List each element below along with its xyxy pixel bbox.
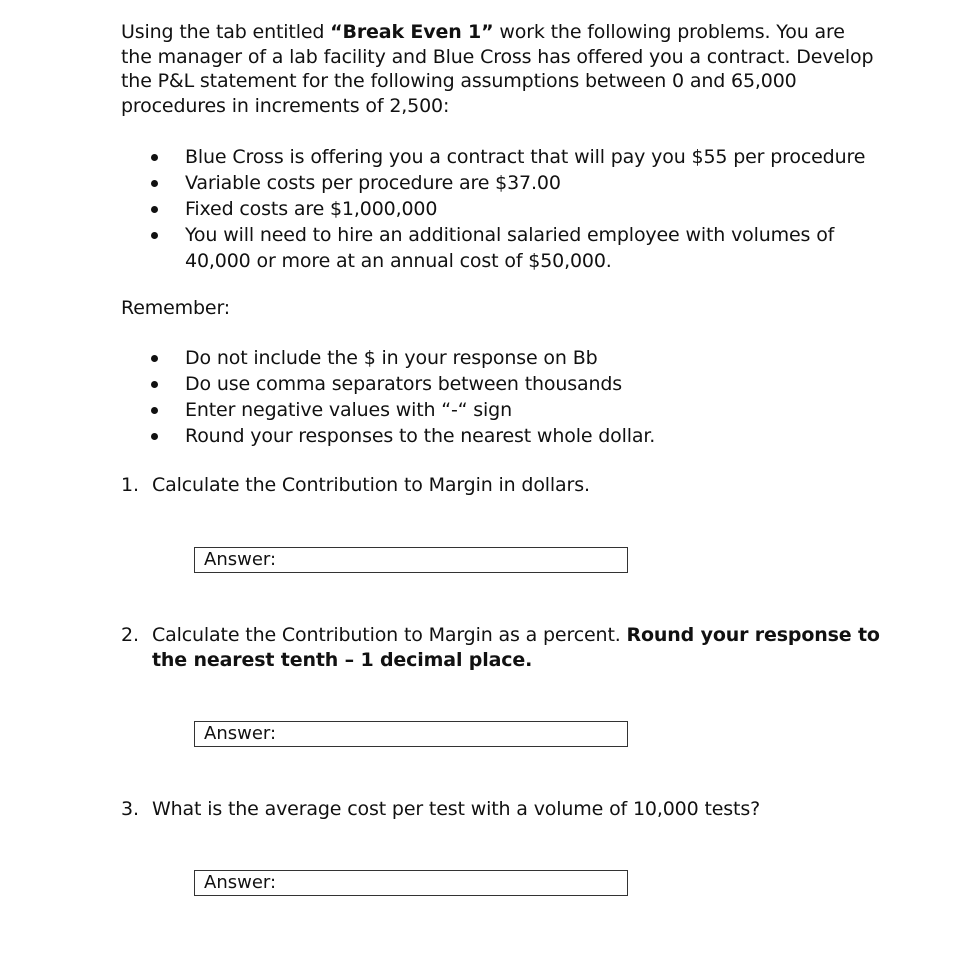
reminder-text: Do use comma separators between thousands xyxy=(185,373,623,395)
question-text xyxy=(152,797,881,822)
assumption-text: Variable costs per procedure are $37.00 xyxy=(185,172,561,194)
question-1 xyxy=(121,473,881,498)
answer-label: Answer: xyxy=(204,549,277,570)
answer-field-1[interactable] xyxy=(194,547,628,573)
reminder-text: Do not include the $ in your response on Bb xyxy=(185,347,598,369)
bullet-icon xyxy=(151,433,158,440)
list-item xyxy=(150,397,890,423)
reminder-text: Enter negative values with “-“ sign xyxy=(185,399,512,421)
assumptions-list xyxy=(150,144,890,274)
intro-rest: work the following problems. You are the manager of a lab facility and Blue Cross has offered you a contract. Develop the P&L statement for the following assumptions between 0 and 65,000 procedures in increments of 2,500: xyxy=(121,21,874,117)
list-item xyxy=(150,144,890,170)
answer-field-3[interactable] xyxy=(194,870,628,896)
bullet-icon xyxy=(151,232,158,239)
question-number: 2. xyxy=(121,624,139,646)
question-text-plain: What is the average cost per test with a volume of 10,000 tests? xyxy=(152,798,761,820)
intro-paragraph xyxy=(121,20,881,118)
question-text-plain: Calculate the Contribution to Margin as a percent. xyxy=(152,624,627,646)
question-number: 3. xyxy=(121,798,139,820)
reminder-text: Round your responses to the nearest whole dollar. xyxy=(185,425,656,447)
list-item xyxy=(150,170,890,196)
bullet-icon xyxy=(151,206,158,213)
question-text-plain: Calculate the Contribution to Margin in dollars. xyxy=(152,474,590,496)
assumption-text: You will need to hire an additional salaried employee with volumes of 40,000 or more at an annual cost of $50,000. xyxy=(185,224,835,272)
reminders-list xyxy=(150,345,890,449)
intro-lead: Using the tab entitled xyxy=(121,21,331,43)
bullet-icon xyxy=(151,180,158,187)
assumption-text: Fixed costs are $1,000,000 xyxy=(185,198,438,220)
question-number: 1. xyxy=(121,474,139,496)
list-item xyxy=(150,371,890,397)
bullet-icon xyxy=(151,381,158,388)
list-item xyxy=(150,196,890,222)
list-item xyxy=(150,423,890,449)
list-item xyxy=(150,222,890,274)
answer-field-2[interactable] xyxy=(194,721,628,747)
answer-label: Answer: xyxy=(204,723,277,744)
list-item xyxy=(150,345,890,371)
bullet-icon xyxy=(151,154,158,161)
question-2 xyxy=(121,623,881,672)
intro-tab-name: “Break Even 1” xyxy=(330,21,494,43)
remember-heading: Remember: xyxy=(121,297,231,319)
question-text-bold: Round your response to the nearest tenth – 1 decimal place. xyxy=(152,624,880,671)
bullet-icon xyxy=(151,407,158,414)
answer-label: Answer: xyxy=(204,872,277,893)
assumption-text: Blue Cross is offering you a contract that will pay you $55 per procedure xyxy=(185,146,866,168)
question-text xyxy=(152,623,881,672)
question-3 xyxy=(121,797,881,822)
bullet-icon xyxy=(151,355,158,362)
question-text xyxy=(152,473,881,498)
